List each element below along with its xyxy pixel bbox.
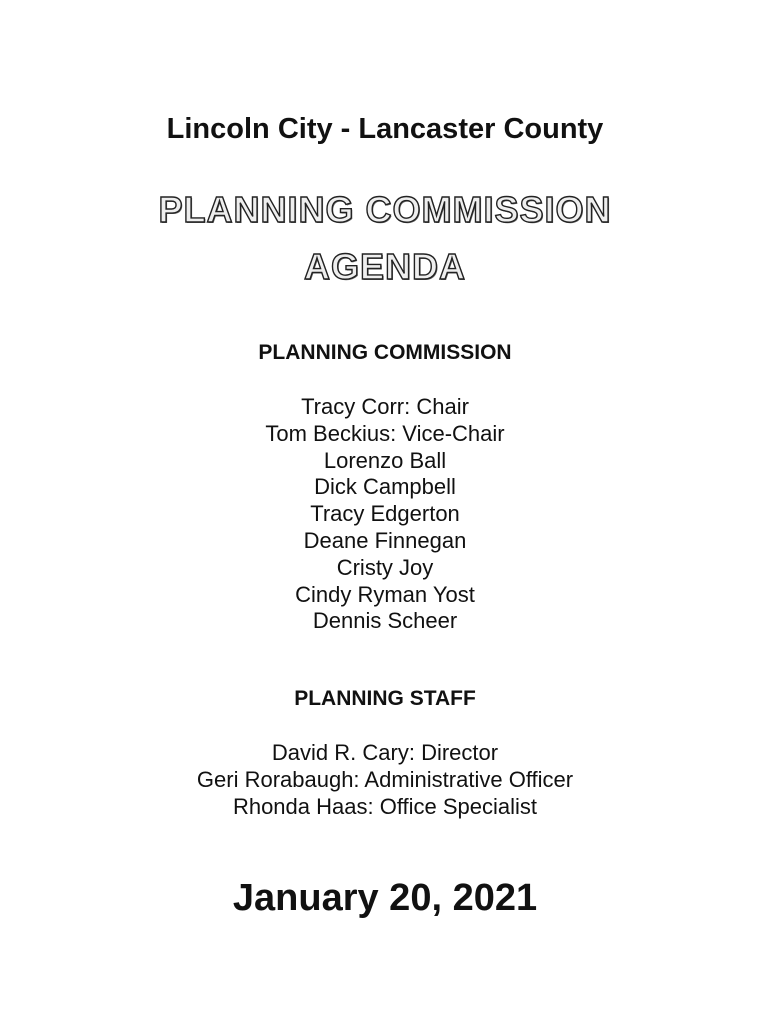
commission-member-list [0, 394, 770, 635]
commission-member-vice-chair: Tom Beckius: Vice-Chair [265, 420, 505, 446]
staff-member-director: David R. Cary: Director [271, 740, 499, 765]
commission-member: Tracy Edgerton [310, 501, 460, 527]
staff-member-administrative-officer: Geri Rorabaugh: Administrative Officer [196, 766, 574, 792]
commission-member-chair: Tracy Corr: Chair [301, 394, 469, 419]
commission-member: Cindy Ryman Yost [295, 581, 475, 607]
commission-member: Lorenzo Ball [323, 447, 447, 473]
commission-heading: PLANNING COMMISSION [258, 341, 512, 364]
commission-member: Dick Campbell [314, 474, 456, 500]
meeting-date: January 20, 2021 [232, 877, 538, 919]
commission-member: Deane Finnegan [303, 527, 467, 553]
staff-heading: PLANNING STAFF [294, 687, 476, 710]
commission-member: Dennis Scheer [312, 608, 458, 634]
document-title-line-1: PLANNING COMMISSION [158, 189, 612, 230]
jurisdiction-title: Lincoln City - Lancaster County [166, 113, 604, 145]
staff-member-list [0, 740, 770, 820]
commission-member: Cristy Joy [336, 554, 434, 580]
staff-member-office-specialist: Rhonda Haas: Office Specialist [232, 793, 538, 819]
document-title-line-2: AGENDA [303, 246, 466, 287]
